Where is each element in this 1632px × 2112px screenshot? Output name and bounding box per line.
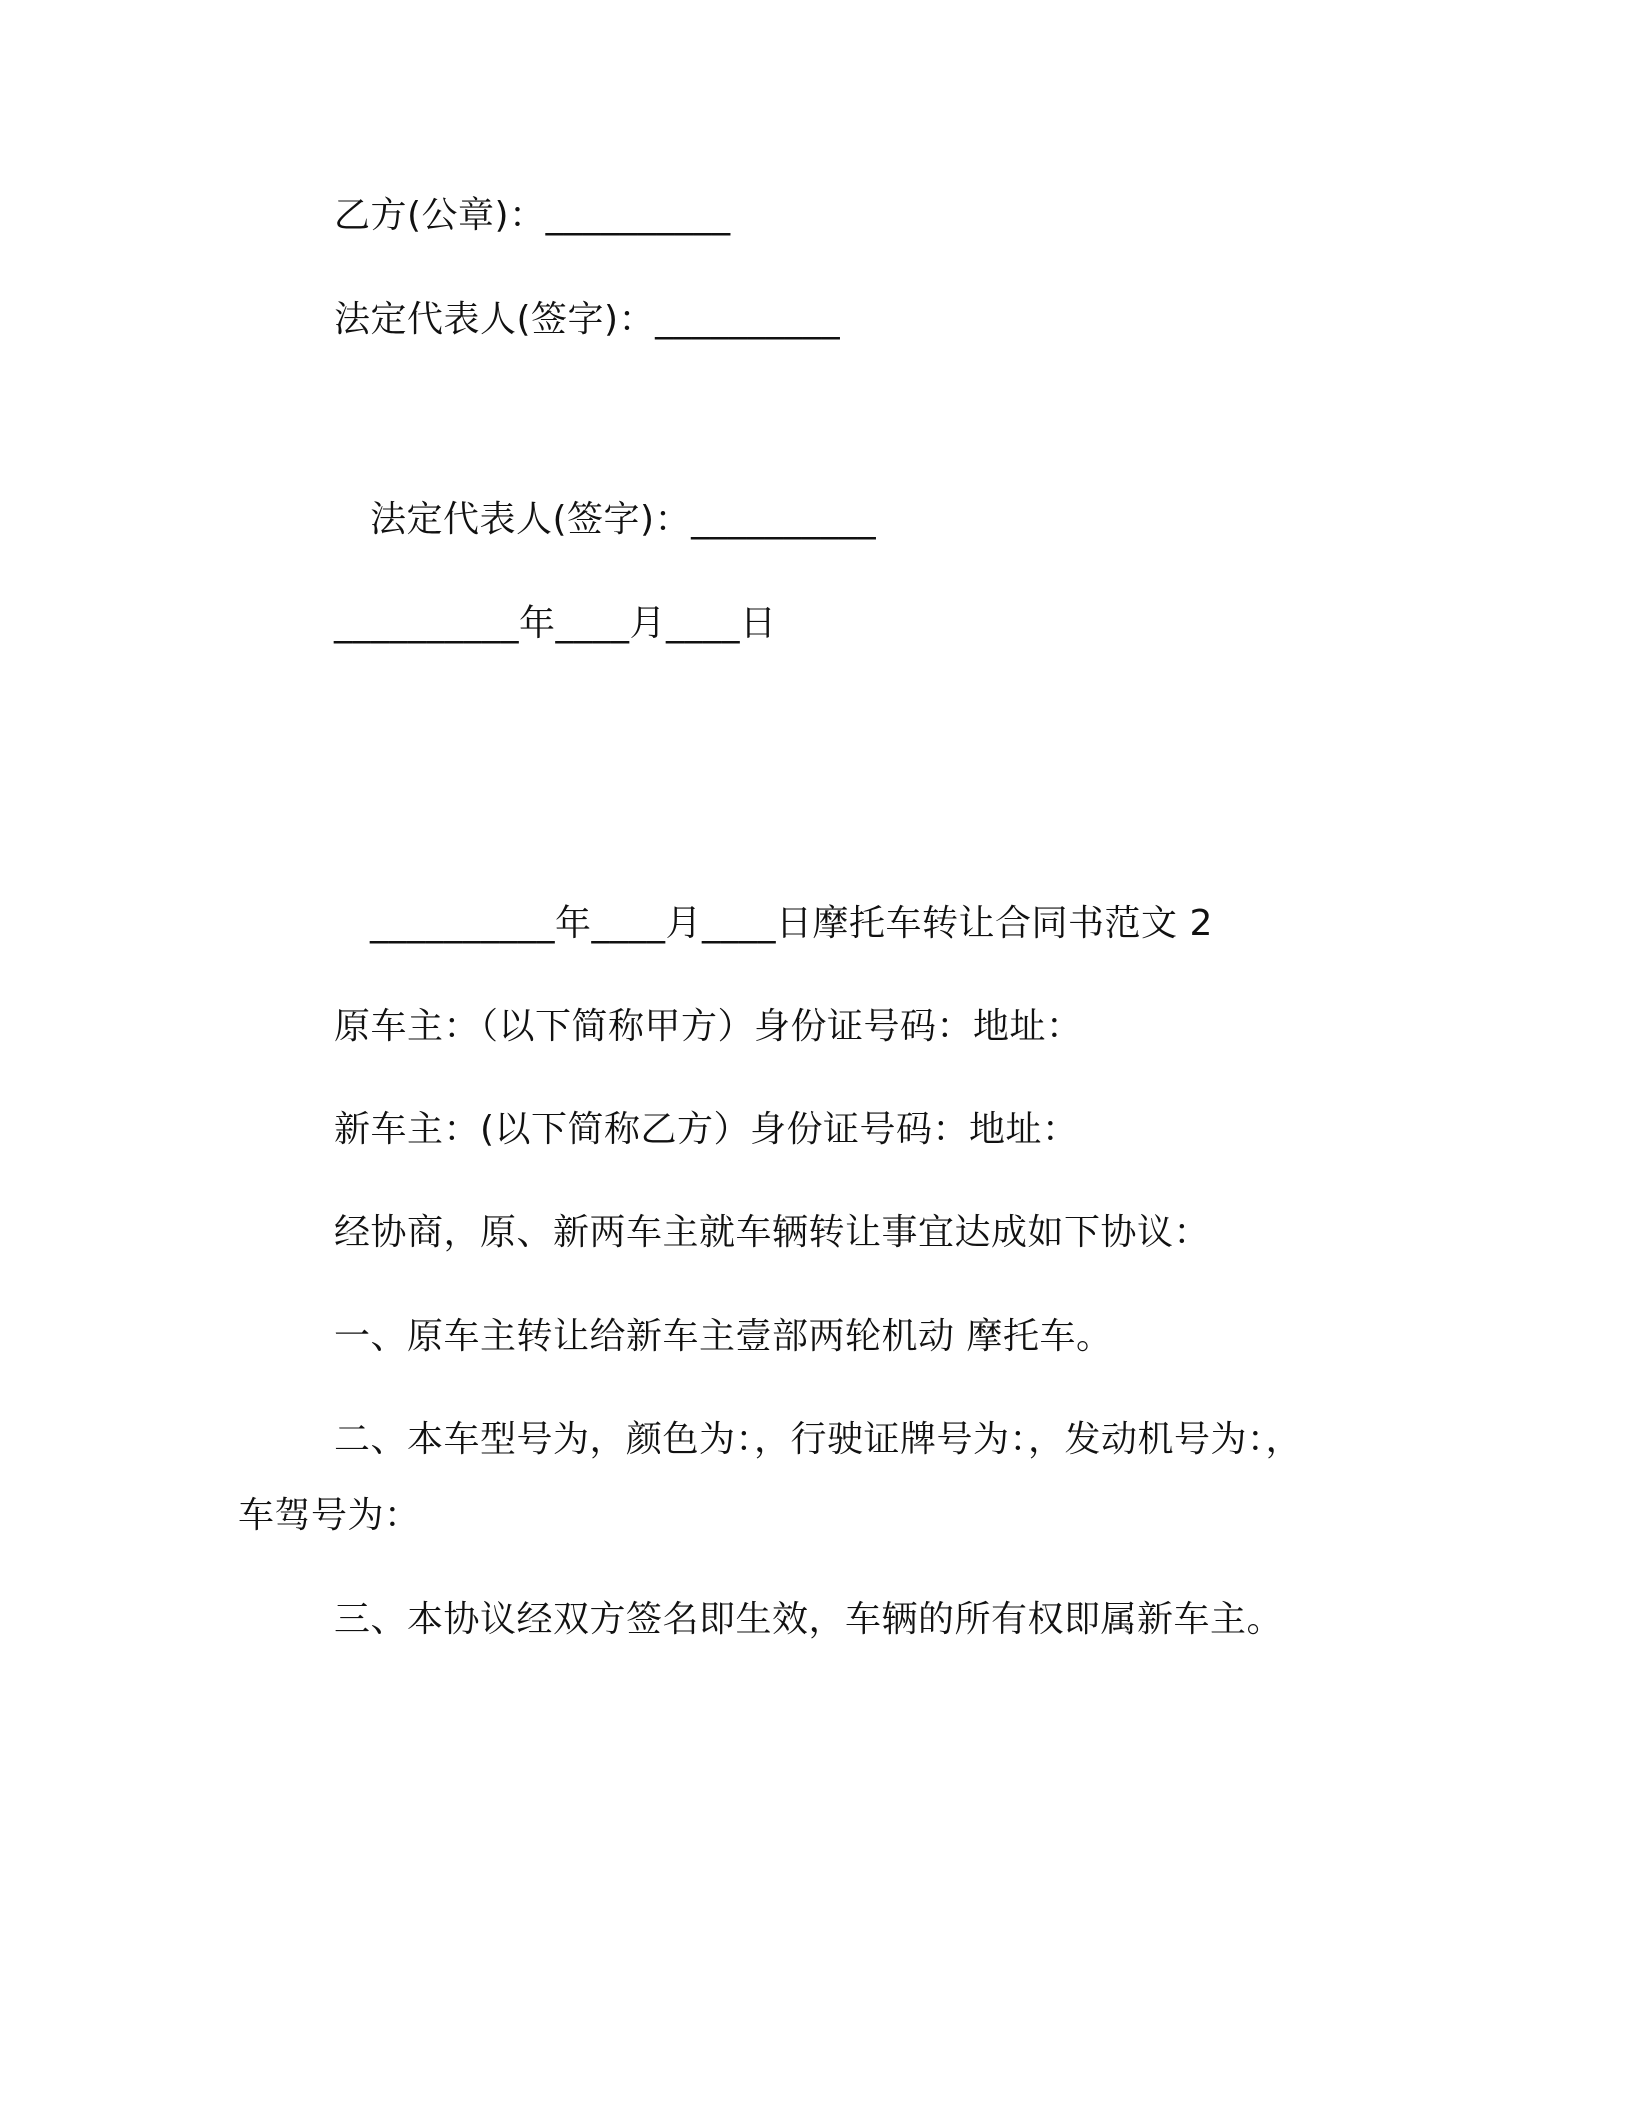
agreement-intro: 经协商，原、新两车主就车辆转让事宜达成如下协议：: [334, 1212, 1211, 1253]
date-line: __________年____月____日: [334, 603, 777, 644]
party-b-seal-line: 乙方(公章)：__________: [334, 195, 731, 236]
legal-representative-line-1: 法定代表人(签字)：__________: [334, 299, 841, 340]
clause-3: 三、本协议经双方签名即生效，车辆的所有权即属新车主。: [334, 1599, 1284, 1640]
clause-1: 一、原车主转让给新车主壹部两轮机动 摩托车。: [334, 1316, 1113, 1357]
original-owner-line: 原车主：（以下简称甲方）身份证号码：地址：: [334, 1006, 1083, 1047]
contract-title: __________年____月____日摩托车转让合同书范文 2: [370, 903, 1213, 944]
clause-2-continuation: 车驾号为：: [238, 1495, 421, 1536]
new-owner-line: 新车主：(以下简称乙方）身份证号码：地址：: [334, 1109, 1079, 1150]
legal-representative-line-2: 法定代表人(签字)：__________: [370, 499, 877, 540]
clause-2: 二、本车型号为，颜色为：，行驶证牌号为：，发动机号为：，: [334, 1419, 1303, 1460]
